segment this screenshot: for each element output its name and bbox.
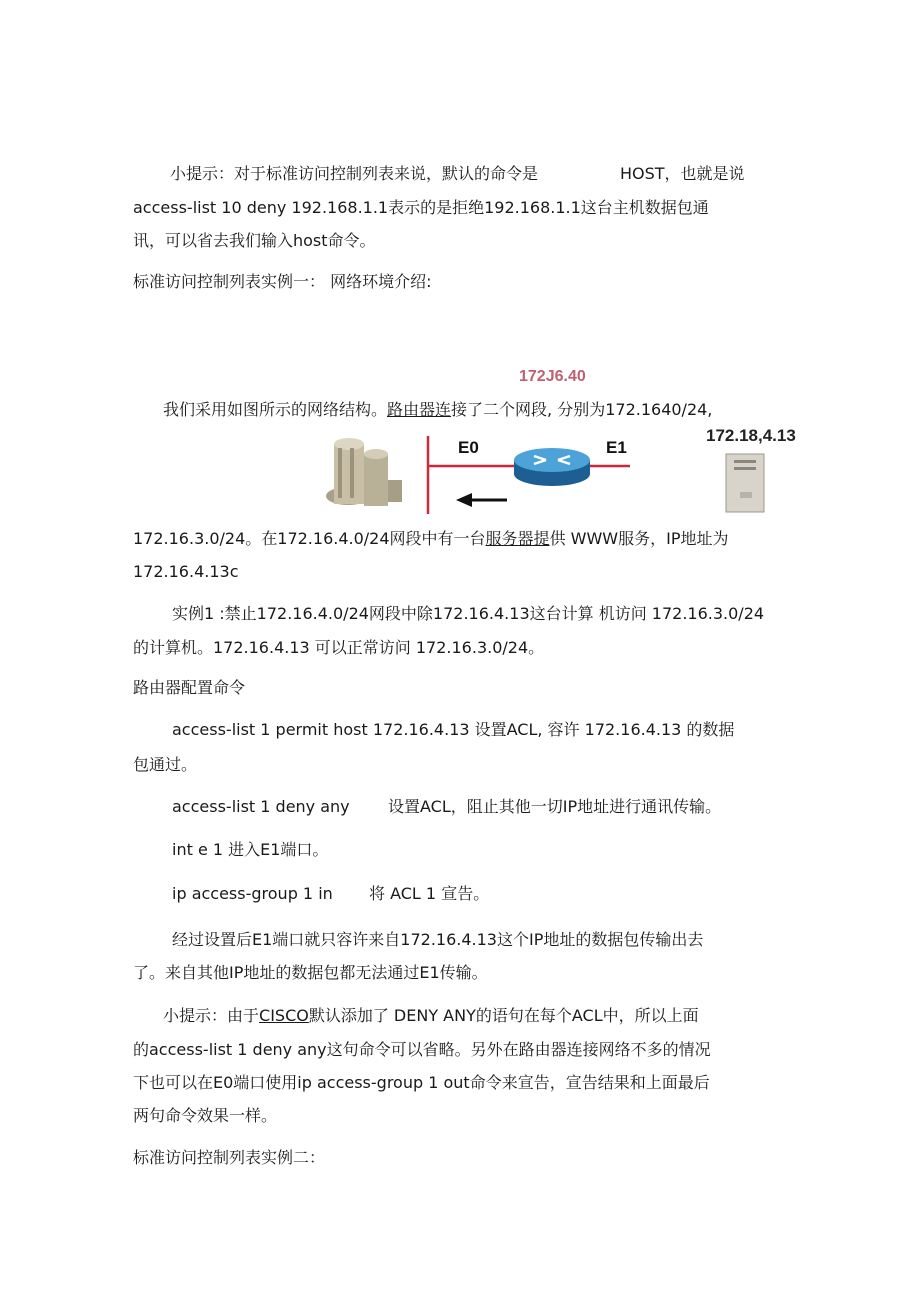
tip2-line1-b: 默认添加了 DENY ANY的语句在每个ACL中，所以上面 — [308, 1006, 699, 1025]
server-tower-icon — [726, 454, 764, 512]
tip2-line3: 下也可以在E0端口使用ip access-group 1 out命令来宣告，宣告结果和上面最后 — [133, 1073, 710, 1092]
intro-line2-a: 172.16.3.0/24。在172.16.4.0/24网段中有一台 — [133, 529, 486, 548]
router-icon — [514, 448, 590, 486]
intro-line2 — [133, 529, 728, 549]
example2-heading: 标准访问控制列表实例二： — [133, 1148, 326, 1167]
tip2-line2: 的access-list 1 deny any这句命令可以省略。另外在路由器连接网络不多的情况 — [133, 1040, 711, 1059]
tip2-line1 — [163, 1006, 699, 1026]
network-diagram — [320, 432, 780, 522]
intro-line1 — [163, 400, 712, 420]
tip1-line2: access-list 10 deny 192.168.1.1表示的是拒绝192.168.1.1这台主机数据包通 — [133, 198, 709, 217]
diagram-top-label: 172J6.40 — [519, 368, 586, 385]
instance1-line1: 实例1 :禁止172.16.4.0/24网段中除172.16.4.13这台计算 机访问 172.16.3.0/24 — [172, 604, 765, 623]
command4-description: 将 ACL 1 宣告。 — [369, 884, 490, 903]
tip1-line1-a: 小提示：对于标准访问控制列表来说，默认的命令是 — [170, 164, 539, 183]
tip2-line1-a: 小提示：由于 — [163, 1006, 260, 1025]
e1-label: E1 — [606, 438, 627, 457]
e0-label: E0 — [458, 438, 479, 457]
command4-code: ip access-group 1 in — [172, 884, 333, 903]
intro-line1-b: 接了二个网段, 分别为172.1640/24, — [451, 400, 713, 419]
tip1-line1-b: HOST，也就是说 — [620, 164, 745, 183]
router-config-heading: 路由器配置命令 — [133, 678, 246, 697]
server-cluster-icon — [326, 438, 402, 506]
tip2-line4: 两句命令效果一样。 — [133, 1106, 278, 1125]
router-link[interactable]: 路由器连 — [387, 400, 452, 419]
command1-line1: access-list 1 permit host 172.16.4.13 设置ACL, 容许 172.16.4.13 的数据 — [172, 720, 735, 739]
cisco-link[interactable]: CISCO — [259, 1006, 309, 1025]
intro-line1-a: 我们采用如图所示的网络结构。 — [163, 400, 388, 419]
traffic-arrow-icon — [456, 493, 507, 507]
example1-heading: 标准访问控制列表实例一： 网络环境介绍: — [133, 272, 432, 291]
command1-line2: 包通过。 — [133, 755, 198, 774]
command2-description: 设置ACL，阻止其他一切IP地址进行通讯传输。 — [388, 797, 722, 816]
server-link[interactable]: 服务器提 — [485, 529, 550, 548]
result-line2: 了。来自其他IP地址的数据包都无法通过E1传输。 — [133, 963, 488, 982]
result-line1: 经过设置后E1端口就只容许来自172.16.4.13这个IP地址的数据包传输出去 — [172, 930, 704, 949]
command3: int e 1 进入E1端口。 — [172, 840, 329, 859]
command2-code: access-list 1 deny any — [172, 797, 350, 816]
tip1-line3: 讯，可以省去我们输入host命令。 — [133, 231, 376, 250]
intro-line3: 172.16.4.13c — [133, 562, 239, 581]
intro-line2-b: 供 WWW服务，IP地址为 — [549, 529, 729, 548]
diagram-right-label: 172.18,4.13 — [706, 426, 796, 445]
instance1-line2: 的计算机。172.16.4.13 可以正常访问 172.16.3.0/24。 — [133, 638, 545, 657]
